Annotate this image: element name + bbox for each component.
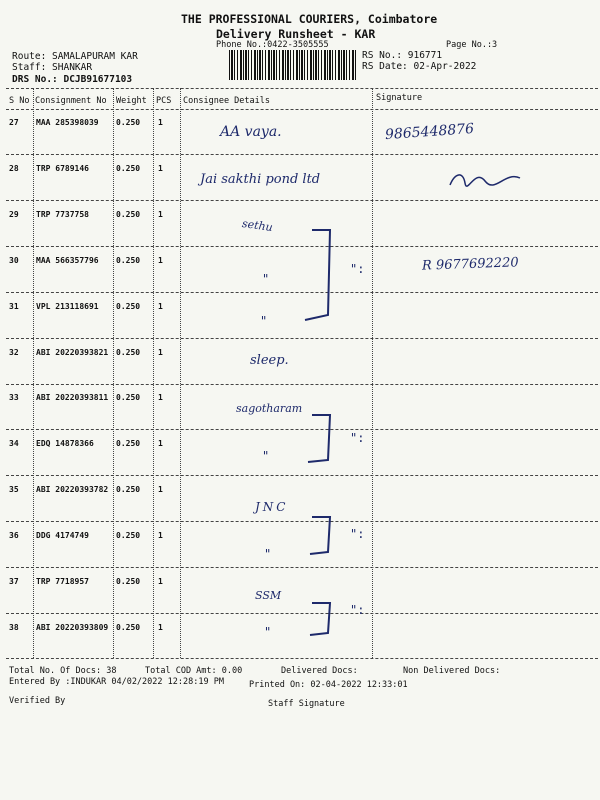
row-pcs: 1	[158, 439, 163, 448]
handwritten-signature-mark	[445, 163, 535, 193]
handwritten-name: sleep.	[250, 353, 289, 368]
row-pcs: 1	[158, 302, 163, 311]
ditto-bracket	[250, 598, 370, 643]
row-separator	[6, 384, 598, 385]
row-consignment-no: TRP 6789146	[36, 164, 89, 173]
row-weight: 0.250	[116, 256, 141, 265]
row-consignment-no: VPL 213118691	[36, 302, 99, 311]
ditto-bracket	[250, 410, 370, 470]
row-pcs: 1	[158, 164, 163, 173]
row-sno: 29	[9, 210, 19, 219]
row-weight: 0.250	[116, 210, 141, 219]
row-consignment-no: TRP 7718957	[36, 577, 89, 586]
route-label: Route: SAMALAPURAM KAR	[12, 51, 138, 62]
row-sno: 36	[9, 531, 19, 540]
col-header-signature: Signature	[376, 93, 423, 103]
row-separator	[6, 154, 598, 155]
row-sno: 27	[9, 118, 19, 127]
row-pcs: 1	[158, 118, 163, 127]
verified-by: Verified By	[9, 696, 66, 706]
svg-text:": "	[264, 625, 272, 639]
table-top-rule	[6, 88, 598, 89]
row-pcs: 1	[158, 256, 163, 265]
row-separator	[6, 338, 598, 339]
column-divider	[372, 88, 373, 658]
row-consignment-no: DDG 4174749	[36, 531, 89, 540]
svg-text:":: ":	[350, 527, 365, 541]
row-weight: 0.250	[116, 439, 141, 448]
row-consignment-no: ABI 20220393821	[36, 348, 109, 357]
row-sno: 31	[9, 302, 19, 311]
row-consignment-no: TRP 7737758	[36, 210, 89, 219]
column-divider	[33, 88, 34, 658]
row-separator	[6, 567, 598, 568]
svg-text:":: ":	[350, 262, 365, 276]
handwritten-name: Jai sakthi pond ltd	[200, 172, 321, 187]
col-header-sno: S No	[9, 96, 30, 106]
total-cod: Total COD Amt: 0.00	[145, 666, 243, 676]
rs-date: RS Date: 02-Apr-2022	[362, 61, 477, 72]
row-consignment-no: EDQ 14878366	[36, 439, 94, 448]
row-consignment-no: ABI 20220393811	[36, 393, 109, 402]
row-weight: 0.250	[116, 393, 141, 402]
col-header-pcs: PCS	[156, 96, 172, 106]
barcode	[229, 50, 357, 80]
handwritten-signature: R 9677692220	[421, 255, 519, 274]
col-header-consignment: Consignment No	[35, 96, 107, 106]
row-weight: 0.250	[116, 118, 141, 127]
drs-number: DRS No.: DCJB91677103	[12, 74, 133, 85]
row-weight: 0.250	[116, 623, 141, 632]
row-sno: 37	[9, 577, 19, 586]
row-consignment-no: MAA 566357796	[36, 256, 99, 265]
row-weight: 0.250	[116, 531, 141, 540]
total-docs: Total No. Of Docs: 38	[9, 666, 117, 676]
staff-signature-label: Staff Signature	[268, 699, 345, 709]
row-consignment-no: ABI 20220393782	[36, 485, 109, 494]
svg-text:":: ":	[350, 431, 365, 445]
row-consignment-no: ABI 20220393809	[36, 623, 109, 632]
row-pcs: 1	[158, 393, 163, 402]
row-pcs: 1	[158, 623, 163, 632]
ditto-bracket	[250, 512, 370, 562]
page-number: Page No.:3	[446, 40, 498, 50]
row-sno: 33	[9, 393, 19, 402]
phone-number: Phone No.:0422-3505555	[216, 40, 329, 50]
handwritten-name: AA vaya.	[220, 124, 282, 140]
runsheet-subtitle: Delivery Runsheet - KAR	[216, 27, 376, 41]
row-pcs: 1	[158, 485, 163, 494]
row-pcs: 1	[158, 348, 163, 357]
row-weight: 0.250	[116, 577, 141, 586]
row-weight: 0.250	[116, 485, 141, 494]
ditto-bracket	[250, 225, 370, 335]
column-divider	[180, 88, 181, 658]
handwritten-name: sagotharam	[236, 402, 303, 415]
row-sno: 38	[9, 623, 19, 632]
handwritten-signature: 9865448876	[384, 120, 475, 144]
handwritten-name: JNC	[255, 500, 289, 514]
row-sno: 32	[9, 348, 19, 357]
svg-text:": "	[262, 449, 270, 463]
row-weight: 0.250	[116, 348, 141, 357]
svg-text:":: ":	[350, 603, 365, 617]
row-sno: 34	[9, 439, 19, 448]
svg-text:": "	[260, 314, 268, 328]
delivered-docs: Delivered Docs:	[281, 666, 358, 676]
row-weight: 0.250	[116, 302, 141, 311]
col-header-weight: Weight	[116, 96, 147, 106]
svg-text:": "	[264, 547, 272, 561]
row-weight: 0.250	[116, 164, 141, 173]
row-sno: 28	[9, 164, 19, 173]
table-bottom-rule	[6, 658, 598, 659]
col-header-consignee: Consignee Details	[183, 96, 270, 106]
row-separator	[6, 200, 598, 201]
row-sno: 35	[9, 485, 19, 494]
svg-text:": "	[262, 272, 270, 286]
row-pcs: 1	[158, 531, 163, 540]
printed-on: Printed On: 02-04-2022 12:33:01	[249, 680, 408, 690]
rs-number: RS No.: 916771	[362, 50, 443, 61]
handwritten-name: sethu	[241, 216, 274, 235]
handwritten-name: SSM	[255, 589, 282, 602]
row-sno: 30	[9, 256, 19, 265]
non-delivered-docs: Non Delivered Docs:	[403, 666, 501, 676]
row-pcs: 1	[158, 210, 163, 219]
staff-label: Staff: SHANKAR	[12, 62, 93, 73]
company-title: THE PROFESSIONAL COURIERS, Coimbatore	[181, 12, 438, 26]
row-separator	[6, 475, 598, 476]
row-consignment-no: MAA 285398039	[36, 118, 99, 127]
column-divider	[113, 88, 114, 658]
entered-by: Entered By :INDUKAR 04/02/2022 12:28:19 PM	[9, 677, 224, 687]
header-bottom-rule	[6, 109, 598, 110]
column-divider	[153, 88, 154, 658]
row-pcs: 1	[158, 577, 163, 586]
